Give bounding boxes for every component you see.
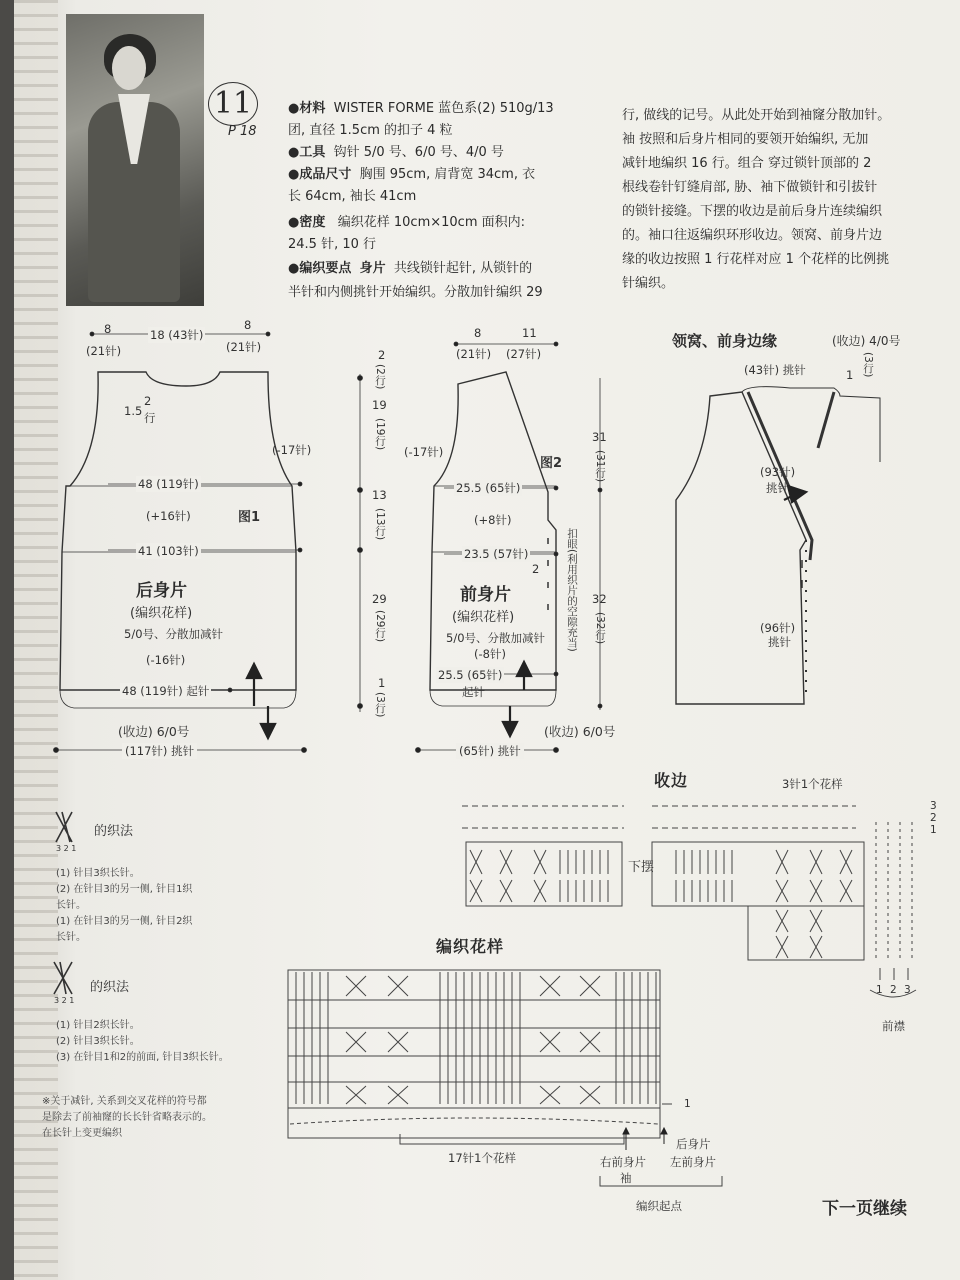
front-two: 2 bbox=[532, 562, 540, 576]
measure-v5: 1 bbox=[378, 676, 386, 690]
neckband-st43: (43针) 挑针 bbox=[744, 363, 806, 377]
front-waist: 23.5 (57针) bbox=[464, 547, 529, 561]
gauge-text-2: 24.5 针, 10 行 bbox=[288, 237, 377, 252]
legend-2-title: 的织法 bbox=[90, 980, 130, 995]
edging-repeat: 3针1个花样 bbox=[782, 777, 843, 791]
neckband-one: 1 bbox=[846, 368, 854, 382]
legend-2-step: (1) 针目2织长针。 bbox=[56, 1020, 140, 1031]
instruction-line: 针编织。 bbox=[622, 276, 675, 291]
edging-bottom-3: 3 bbox=[904, 984, 911, 996]
measure-r1: 31 bbox=[592, 430, 607, 444]
edging-title: 收边 bbox=[654, 771, 689, 790]
back-chest: 48 (119针) bbox=[138, 477, 199, 491]
front-hook: 5/0号、分散加减针 bbox=[446, 631, 546, 645]
back-top-mid: 18 (43针) bbox=[150, 328, 204, 342]
continue-next-page: 下一页继续 bbox=[822, 1199, 907, 1219]
back-waist: 41 (103针) bbox=[138, 544, 199, 558]
footnote-line: 在长针上变更编织 bbox=[42, 1128, 122, 1139]
instruction-line: 的。袖口往返编织环形收边。领窝、前身片边 bbox=[622, 228, 883, 243]
measure-v1: 2 bbox=[378, 348, 386, 362]
front-chest: 25.5 (65针) bbox=[456, 481, 521, 495]
front-pickup: (65针) 挑针 bbox=[456, 743, 524, 759]
legend-2-steps bbox=[56, 1018, 229, 1066]
front-button-note: 扣眼(利用织片的空隙充当) bbox=[566, 528, 578, 652]
stitch-start: 编织起点 bbox=[636, 1199, 682, 1213]
front-edge: (收边) 6/0号 bbox=[544, 724, 616, 739]
measure-v3: 13 bbox=[372, 488, 387, 502]
measure-v2-rows: (19行) bbox=[374, 418, 386, 451]
legend-1-step: (1) 在针目3的另一侧, 针目2织 bbox=[56, 916, 193, 927]
edging-chart bbox=[462, 806, 912, 980]
measure-v3-rows: (13行) bbox=[374, 508, 386, 541]
back-inc: (+16针) bbox=[146, 509, 191, 523]
front-armhole-dec: (-17针) bbox=[404, 445, 444, 459]
stitch-sleeve: 袖 bbox=[620, 1171, 632, 1185]
back-armhole-dec: (-17针) bbox=[272, 443, 312, 457]
materials-text-1: WISTER FORME 蓝色系(2) 510g/13 bbox=[333, 101, 554, 116]
back-top-left-st: (21针) bbox=[86, 344, 122, 358]
back-neck-rows-unit: 行 bbox=[144, 411, 156, 425]
back-top-right-st: (21针) bbox=[226, 340, 262, 354]
legend-1-steps bbox=[56, 866, 192, 946]
front-top-right-st: (27针) bbox=[506, 347, 542, 361]
stitch-pattern-title: 编织花样 bbox=[436, 937, 505, 956]
back-hook: 5/0号、分散加减针 bbox=[124, 627, 224, 641]
legend-symbol-1 bbox=[56, 812, 72, 842]
size-text-2: 长 64cm, 袖长 41cm bbox=[288, 189, 417, 204]
neckband-outline bbox=[676, 392, 806, 704]
instruction-line: 袖 按照和后身片相同的要领开始编织, 无加 bbox=[622, 132, 869, 147]
stitch-row-1: 1 bbox=[684, 1098, 691, 1110]
footnote bbox=[42, 1094, 212, 1142]
measure-r1-rows: (31行) bbox=[594, 450, 606, 483]
front-top-left-st: (21针) bbox=[456, 347, 492, 361]
legend-1-nums: 3 2 1 bbox=[56, 844, 77, 853]
back-hem: 48 (119针) 起针 bbox=[122, 684, 210, 698]
edging-row-1: 1 bbox=[930, 824, 937, 836]
instruction-line: 根线卷针钉缝肩部, 胁、袖下做锁针和引拔针 bbox=[622, 180, 878, 195]
front-cast-on: 起针 bbox=[462, 685, 485, 699]
edging-row-2: 2 bbox=[930, 812, 937, 824]
gauge-label: ●密度 bbox=[288, 215, 326, 230]
edging-bottom-1: 1 bbox=[876, 984, 883, 996]
back-pickup: (117针) 挑针 bbox=[122, 743, 197, 759]
back-dec: (-16针) bbox=[146, 653, 186, 667]
edging-row-3: 3 bbox=[930, 800, 937, 812]
front-top-right: 11 bbox=[522, 326, 537, 340]
front-band-label: 前襟 bbox=[882, 1019, 905, 1033]
instruction-line: 减针地编织 16 行。组合 穿过锁针顶部的 2 bbox=[622, 156, 872, 171]
points-sub: 身片 bbox=[359, 261, 386, 276]
stitch-left-front: 左前身片 bbox=[670, 1155, 716, 1169]
back-top-right: 8 bbox=[244, 318, 252, 332]
footnote-line: 是除去了前袖窿的长长针省略表示的。 bbox=[42, 1112, 212, 1123]
neckband-pick96: 挑针 bbox=[768, 635, 791, 649]
front-top-left: 8 bbox=[474, 326, 482, 340]
tools-label: ●工具 bbox=[288, 145, 326, 160]
legend-2-step: (2) 针目3织长针。 bbox=[56, 1036, 140, 1047]
measure-v4: 29 bbox=[372, 592, 387, 606]
page-reference: P 18 bbox=[228, 124, 257, 139]
stitch-back: 后身片 bbox=[676, 1137, 711, 1151]
materials-text-2: 团, 直径 1.5cm 的扣子 4 粒 bbox=[288, 123, 453, 138]
measure-v5-rows: (3行) bbox=[374, 692, 386, 718]
measure-v1-rows: (2行) bbox=[374, 364, 386, 390]
back-neck-depth: 1.5 bbox=[124, 404, 143, 418]
pattern-number: 11 bbox=[208, 82, 258, 126]
instruction-line: 行, 做线的记号。从此处开始到袖窿分散加针。 bbox=[622, 108, 891, 123]
neckband-three-rows: (3行) bbox=[862, 352, 874, 378]
stitch-right-front: 右前身片 bbox=[600, 1155, 646, 1169]
back-top-left: 8 bbox=[104, 322, 112, 336]
edging-hem-label: 下摆 bbox=[628, 860, 655, 875]
front-dec: (-8针) bbox=[474, 647, 506, 661]
back-piece-outline bbox=[60, 372, 296, 690]
points-text-1: 共线锁针起针, 从锁针的 bbox=[393, 261, 533, 276]
legend-2-nums: 3 2 1 bbox=[54, 996, 75, 1005]
points-text-2: 半针和内侧挑针开始编织。分散加针编织 29 bbox=[288, 285, 543, 300]
legend-2-step: (3) 在针目1和2的前面, 针目3织长针。 bbox=[56, 1052, 229, 1063]
legend-symbol-2 bbox=[54, 962, 72, 994]
instruction-line: 缘的收边按照 1 行花样对应 1 个花样的比例挑 bbox=[622, 252, 890, 267]
edging-bottom-2: 2 bbox=[890, 984, 897, 996]
front-piece-name: 前身片 bbox=[460, 585, 511, 605]
front-inc: (+8针) bbox=[474, 513, 512, 527]
measure-v4-rows: (29行) bbox=[374, 610, 386, 643]
neckband-st93: (93针) bbox=[760, 465, 796, 479]
legend-1-title: 的织法 bbox=[94, 824, 134, 839]
back-neck-rows: 2 bbox=[144, 394, 152, 408]
figure-1-label: 图1 bbox=[238, 510, 261, 525]
legend-1-step: (1) 针目3织长针。 bbox=[56, 868, 140, 879]
back-edge: (收边) 6/0号 bbox=[118, 724, 190, 739]
figure-2-label: 图2 bbox=[540, 456, 563, 471]
measure-v2: 19 bbox=[372, 398, 387, 412]
legend-1-step: (2) 在针目3的另一侧, 针目1织 bbox=[56, 884, 193, 895]
materials-label: ●材料 bbox=[288, 101, 326, 116]
points-label: ●编织要点 bbox=[288, 261, 352, 276]
stitch-repeat: 17针1个花样 bbox=[448, 1151, 516, 1165]
neckband-title-note: (收边) 4/0号 bbox=[832, 334, 901, 348]
legend-1-step: 长针。 bbox=[56, 932, 86, 943]
neckband-title: 领窝、前身边缘 bbox=[672, 332, 778, 350]
neckband-st96: (96针) bbox=[760, 621, 796, 635]
gauge-text-1: 编织花样 10cm×10cm 面积内: bbox=[337, 215, 525, 230]
instruction-line: 的锁针接缝。下摆的收边是前后身片连续编织 bbox=[622, 204, 883, 219]
footnote-line: ※关于减针, 关系到交叉花样的符号都 bbox=[42, 1096, 207, 1107]
measure-r2-rows: (32行) bbox=[594, 612, 606, 645]
measure-r2: 32 bbox=[592, 592, 607, 606]
front-pattern: (编织花样) bbox=[452, 610, 515, 625]
tools-text: 钩针 5/0 号、6/0 号、4/0 号 bbox=[333, 145, 504, 160]
size-label: ●成品尺寸 bbox=[288, 167, 352, 182]
front-hem: 25.5 (65针) bbox=[438, 668, 503, 682]
back-piece-name: 后身片 bbox=[136, 581, 187, 601]
neckband-pick93: 挑针 bbox=[766, 481, 789, 495]
size-text-1: 胸围 95cm, 肩背宽 34cm, 衣 bbox=[359, 167, 536, 182]
legend-1-step: 长针。 bbox=[56, 900, 86, 911]
back-pattern: (编织花样) bbox=[130, 606, 193, 621]
